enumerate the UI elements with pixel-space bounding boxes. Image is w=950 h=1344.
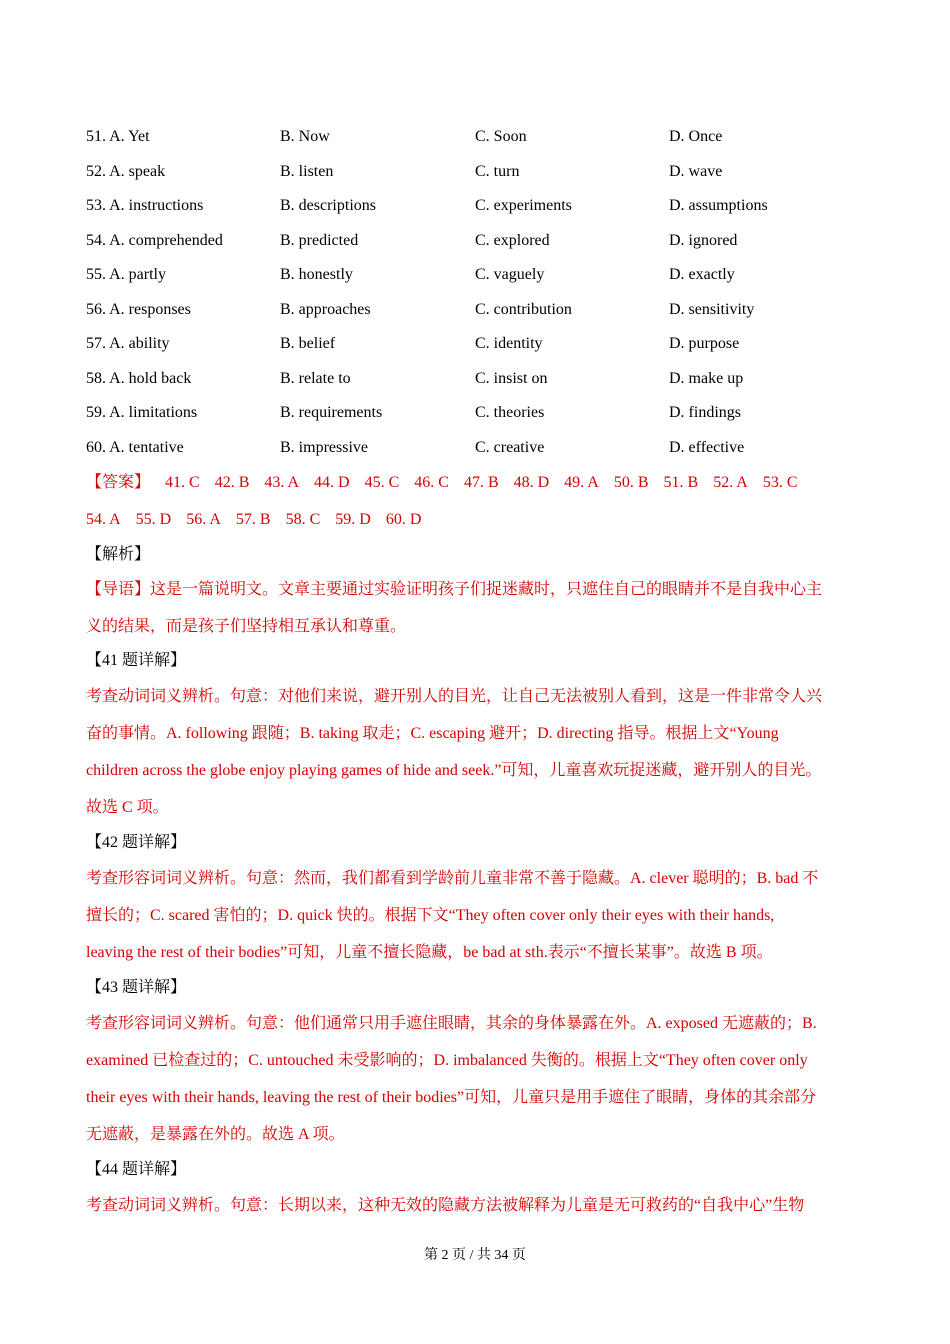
answer-item: 45. C <box>364 474 400 491</box>
answer-item: 43. A <box>264 474 300 491</box>
answer-item: 60. D <box>385 511 422 528</box>
option-a: 59. A. limitations <box>86 404 198 421</box>
option-d: D. sensitivity <box>669 301 755 318</box>
answer-item: 47. B <box>463 474 499 491</box>
option-a: 55. A. partly <box>86 266 166 283</box>
answer-item: 58. C <box>285 511 321 528</box>
option-c: C. creative <box>475 439 545 456</box>
option-c: C. identity <box>475 335 543 352</box>
q43-label: 【43 题详解】 <box>86 979 187 996</box>
answer-item: 46. C <box>414 474 449 491</box>
q44-line: 考查动词词义辨析。句意：长期以来，这种无效的隐藏方法被解释为儿童是无可救药的“自我中心”生物 <box>86 1197 805 1214</box>
option-c: C. explored <box>475 232 550 249</box>
intro-line: 义的结果，而是孩子们坚持相互承认和尊重。 <box>86 618 407 635</box>
option-b: B. approaches <box>280 301 371 318</box>
option-b: B. descriptions <box>280 197 376 214</box>
q42-line: 考查形容词词义辨析。句意：然而，我们都看到学龄前儿童非常不善于隐藏。A. clever 聪明的；B. bad 不 <box>86 870 819 887</box>
answer-item: 53. C <box>762 474 798 491</box>
q43-line: 考查形容词词义辨析。句意：他们通常只用手遮住眼睛，其余的身体暴露在外。A. exposed 无遮蔽的；B. <box>86 1015 817 1032</box>
q41-line: 故选 C 项。 <box>86 799 169 816</box>
option-b: B. relate to <box>280 370 351 387</box>
answer-item: 55. D <box>135 511 172 528</box>
q42-line: 擅长的；C. scared 害怕的；D. quick 快的。根据下文“They often cover only their eyes with their hands, <box>86 907 775 924</box>
answer-item: 57. B <box>235 511 271 528</box>
q41-line: children across the globe enjoy playing games of hide and seek.”可知，儿童喜欢玩捉迷藏，避开别人的目光。 <box>86 762 822 779</box>
q43-line: examined 已检查过的；C. untouched 未受影响的；D. imbalanced 失衡的。根据上文“They often cover only <box>86 1052 808 1069</box>
option-d: D. wave <box>669 163 723 180</box>
answer-item: 54. A <box>86 511 121 528</box>
option-b: B. belief <box>280 335 336 352</box>
option-a: 54. A. comprehended <box>86 232 223 249</box>
option-d: D. make up <box>669 370 744 387</box>
q43-line: 无遮蔽，是暴露在外的。故选 A 项。 <box>86 1126 345 1143</box>
q42-line: leaving the rest of their bodies”可知，儿童不擅长隐藏，be bad at sth.表示“不擅长某事”。故选 B 项。 <box>86 944 773 961</box>
q41-line: 奋的事情。A. following 跟随；B. taking 取走；C. escaping 避开；D. directing 指导。根据上文“Young <box>86 725 779 742</box>
option-b: B. listen <box>280 163 334 180</box>
answer-key <box>86 464 876 538</box>
intro-line: 【导语】这是一篇说明文。文章主要通过实验证明孩子们捉迷藏时，只遮住自己的眼睛并不是自我中心主 <box>86 581 823 598</box>
analysis-label: 【解析】 <box>86 546 151 563</box>
option-d: D. exactly <box>669 266 735 283</box>
answer-item: 59. D <box>335 511 371 528</box>
option-a: 56. A. responses <box>86 301 191 318</box>
q42-label: 【42 题详解】 <box>86 834 187 851</box>
answer-item: 48. D <box>513 474 550 491</box>
answer-item: 51. B <box>663 474 699 491</box>
option-c: C. theories <box>475 404 545 421</box>
option-b: B. honestly <box>280 266 353 283</box>
option-b: B. requirements <box>280 404 383 421</box>
q44-label: 【44 题详解】 <box>86 1161 187 1178</box>
option-c: C. insist on <box>475 370 548 387</box>
option-a: 58. A. hold back <box>86 370 192 387</box>
option-c: C. Soon <box>475 128 527 145</box>
option-c: C. contribution <box>475 301 572 318</box>
answer-item: 50. B <box>613 474 649 491</box>
page-footer: 第 2 页 / 共 34 页 <box>424 1248 526 1263</box>
answer-item: 44. D <box>314 474 350 491</box>
option-b: B. predicted <box>280 232 359 249</box>
q43-line: their eyes with their hands, leaving the rest of their bodies”可知，儿童只是用手遮住了眼睛，身体的其余部分 <box>86 1089 817 1106</box>
answer-item: 42. B <box>214 474 250 491</box>
option-c: C. vaguely <box>475 266 545 283</box>
option-a: 57. A. ability <box>86 335 170 352</box>
option-a: 53. A. instructions <box>86 197 204 214</box>
option-a: 60. A. tentative <box>86 439 184 456</box>
answer-item: 56. A <box>186 511 221 528</box>
option-b: B. Now <box>280 128 330 145</box>
answer-item: 52. A <box>713 474 748 491</box>
option-d: D. findings <box>669 404 741 421</box>
answer-item: 41. C <box>165 474 200 491</box>
q41-line: 考查动词词义辨析。句意：对他们来说，避开别人的目光，让自己无法被别人看到，这是一件非常令人兴 <box>86 688 823 705</box>
option-d: D. Once <box>669 128 723 145</box>
option-a: 51. A. Yet <box>86 128 150 145</box>
option-c: C. turn <box>475 163 520 180</box>
option-d: D. assumptions <box>669 197 768 214</box>
option-d: D. ignored <box>669 232 738 249</box>
answer-label: 【答案】 <box>86 474 151 491</box>
option-a: 52. A. speak <box>86 163 166 180</box>
option-b: B. impressive <box>280 439 368 456</box>
answer-item: 49. A <box>564 474 599 491</box>
option-d: D. purpose <box>669 335 740 352</box>
option-d: D. effective <box>669 439 745 456</box>
q41-label: 【41 题详解】 <box>86 652 187 669</box>
option-c: C. experiments <box>475 197 572 214</box>
